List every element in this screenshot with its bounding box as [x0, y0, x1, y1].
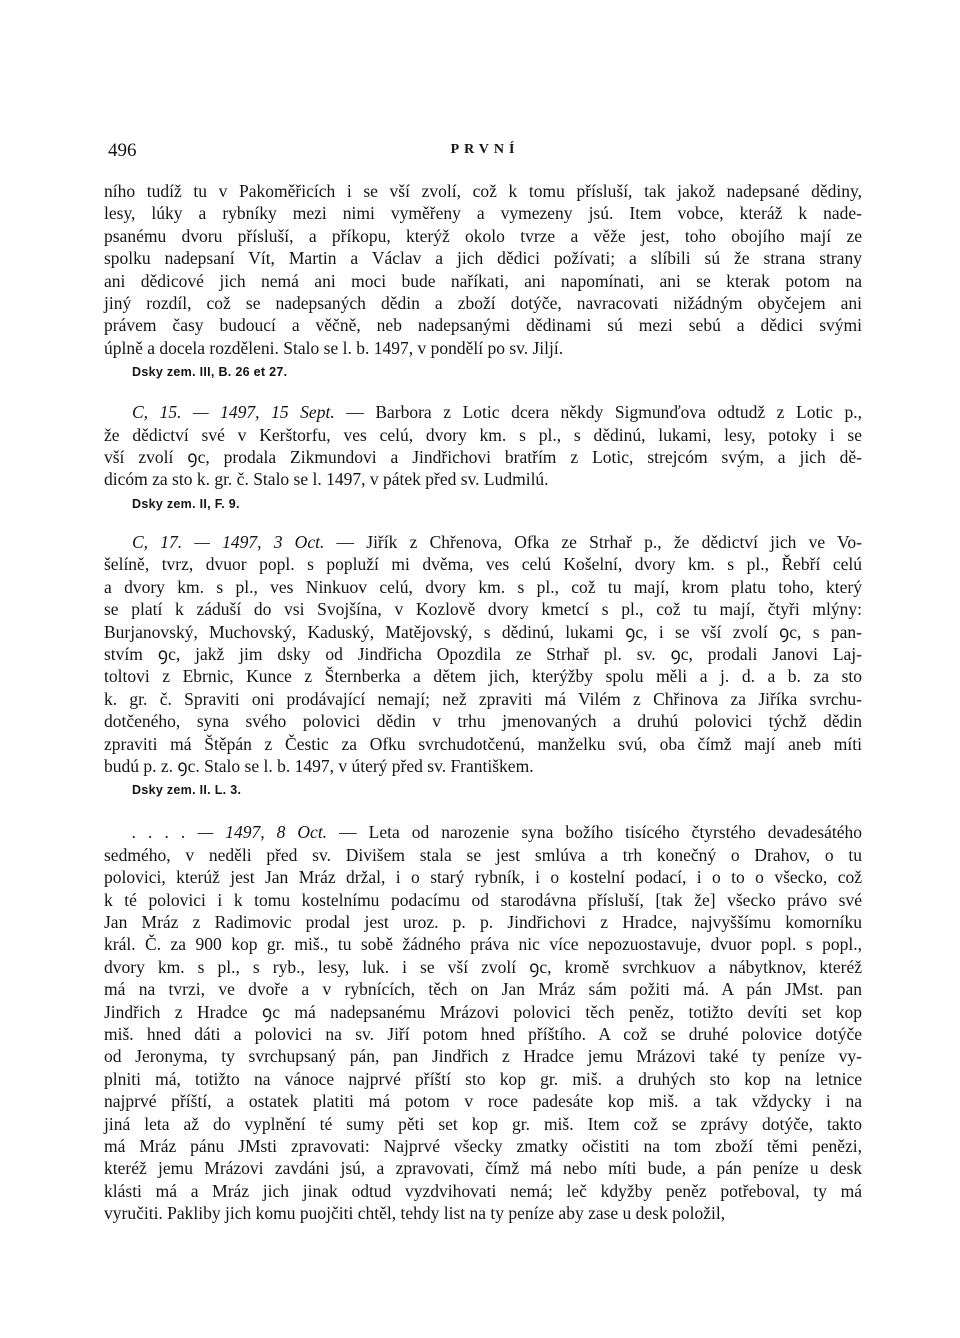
text-line: polovici, kterúž jest Jan Mráz držal, i o starý rybník, i o kostelní podací, i o to o všecko, což — [104, 867, 862, 888]
entry-paragraph — [104, 821, 862, 1224]
text-line: právem časy budoucí a věčně, neb nadepsanými dědinami sú mezi sebú a dědici svými — [104, 315, 862, 336]
text-line: a dvory km. s pl., ves Ninkuov celú, dvory km. s pl., což tu mají, krom platu toho, který — [104, 576, 862, 597]
page-body — [104, 180, 862, 1225]
text-line: psanému dvoru přísluší, a příkopu, kterýž okolo tvrze a věže jest, toho obojího mají ze — [104, 225, 862, 246]
text-line: úplně a docela rozděleni. Stalo se l. b. 1497, v pondělí po sv. Jiljí. — [104, 337, 564, 358]
text-line: že dědictví své v Kerštorfu, ves celú, dvory km. s pl., s dědinú, lukami, lesy, potoky i se — [104, 424, 862, 445]
text-line: šelíně, tvrz, dvuor popl. s popluží mi dvěma, ves celú Košelní, dvory km. s pl., Řebří celú — [104, 554, 862, 575]
text-line: kteréž jemu Mrázovi zavdáni jsú, a zpravovati, čímž má nebo míti bude, a pán peníze u desk — [104, 1158, 862, 1179]
text-line: jiný rozdíl, což se nadepsaných dědin a zboží dotýče, navracovati nižádným obyčejem ani — [104, 293, 862, 314]
text-line: Jindřich z Hradce ꝯc má nadepsanému Mrázovi polovici těch peněz, totižto devíti set kop — [104, 1001, 862, 1022]
text-line: k té polovici i k tomu kostelnímu podacímu od starodávna přísluší, [tak že] všecko právo své — [104, 889, 862, 910]
text-line: dotčeného, syna svého polovici dědin v trhu jmenovaných a druhú polovici týchž dědin — [104, 711, 862, 732]
text-line: král. Č. za 900 kop gr. miš., tu sobě žádného práva nic více nepozuostavuje, dvuor popl. s popl., — [104, 934, 862, 955]
source-citation: Dsky zem. II. L. 3. — [132, 783, 242, 798]
text-line: má na tvrzi, ve dvoře a v rybnících, těch on Jan Mráz sám požiti má. A pán JMst. pan — [104, 979, 862, 1000]
source-citation: Dsky zem. II, F. 9. — [132, 496, 240, 511]
text-line: jiná leta až do vyplnění té sumy pěti set kop gr. miš. Item což se zprávy dotýče, takto — [104, 1113, 862, 1134]
page-number: 496 — [108, 140, 137, 161]
text-line: má Mráz pánu JMsti zpravovati: Najprvé všecky zmatky očistiti na tom zboží těmi penězi, — [104, 1136, 862, 1157]
text-line: . . . . — 1497, 8 Oct. — Leta od narozenie syna božího tisícého čtyrstého devadesátého — [132, 822, 863, 843]
text-line: miš. hned dáti a polovici na sv. Jiří potom hned příštího. A což se druhé polovice dotýče — [104, 1024, 862, 1044]
text-line: plniti má, totižto na vánoce najprvé příští sto kop gr. miš. a druhých sto kop na letnice — [104, 1068, 862, 1089]
text-line: spolku nadepsaní Vít, Martin a Václav a jich dědici požívati; a slíbili sú že strana strany — [104, 248, 862, 269]
text-line: Burjanovský, Muchovský, Kaduský, Matějovský, s dědinú, lukami ꝯc, i se vší zvolí ꝯc, s pan- — [104, 621, 862, 642]
text-line: od Jeronyma, ty svrchupsaný pán, pan Jindřich z Hradce jemu Mrázovi také ty peníze vy- — [104, 1046, 862, 1067]
paragraph-continuation — [104, 180, 862, 359]
text-line: k. gr. č. Spraviti oni prodávající nemají; než zpraviti má Vilém z Chřinova za Jiříka svrchu- — [104, 688, 862, 709]
entry-paragraph — [104, 531, 862, 777]
text-line: vyručiti. Pakliby jich komu puojčiti chtěl, tehdy list na ty peníze aby zase u desk položil, — [104, 1203, 726, 1224]
text-line: najprvé příští, a ostatek platiti má potom v roce padesáte kop miš. a tak vždycky i na — [104, 1091, 862, 1112]
text-line: zpraviti má Štěpán z Čestic za Ofku svrchudotčenú, manželku svú, oba čímž mají aneb míti — [104, 733, 862, 754]
text-line: Jan Mráz z Radimovic prodal jest uroz. p. p. Jindřichovi z Hradce, najvyššímu komorníku — [104, 911, 862, 932]
text-line: se platí k záduší do vsi Svojšína, v Kozlově dvory kmetcí s pl., což tu mají, čtyři mlýny: — [104, 599, 862, 620]
text-line: ního tudíž tu v Pakoměřicích i se vší zvolí, což k tomu přísluší, tak jakož nadepsané dědiny, — [104, 181, 862, 201]
text-line: ani dědicové jich nemá ani moci bude naříkati, ani napomínati, ani se kterak potom na — [104, 270, 862, 291]
text-line: budú p. z. ꝯc. Stalo se l. b. 1497, v úterý před sv. Františkem. — [104, 755, 534, 776]
text-line: stvím ꝯc, jakž jim dsky od Jindřicha Opozdila ze Strhař pl. sv. ꝯc, prodali Janovi Laj- — [104, 643, 862, 664]
text-line: C, 15. — 1497, 15 Sept. — Barbora z Lotic dcera někdy Sigmunďova odtudž z Lotic p., — [132, 402, 862, 423]
text-line: vší zvolí ꝯc, prodala Zikmundovi a Jindřichovi bratřím z Lotic, strejcóm svým, a jich dě- — [104, 447, 862, 468]
page-header — [108, 140, 862, 170]
source-citation: Dsky zem. III, B. 26 et 27. — [132, 365, 288, 380]
text-line: dicóm za sto k. gr. č. Stalo se l. 1497, v pátek před sv. Ludmilú. — [104, 469, 549, 490]
text-line: klásti má a Mráz jich jinak odtud vyzdvihovati nemá; leč kdyžby peněz potřeboval, ty má — [104, 1180, 862, 1201]
running-title: PRVNÍ — [450, 142, 520, 157]
text-line: toltovi z Ebrnic, Kunce z Šternberka a dětem jich, kterýžby spolu měli a j. d. a b. za sto — [104, 666, 862, 687]
text-line: lesy, lúky a rybníky mezi nimi vyměřeny a vymezeny jsú. Item vobce, kteráž k nade- — [104, 203, 862, 224]
entry-paragraph — [104, 401, 862, 491]
text-line: C, 17. — 1497, 3 Oct. — Jiřík z Chřenova, Ofka ze Strhař p., že dědictví jich ve Vo- — [132, 531, 862, 552]
text-line: dvory km. s pl., s ryb., lesy, luk. i se vší zvolí ꝯc, kromě svrchkuov a nábytknov, kteréž — [104, 956, 862, 977]
text-line: sedmého, v neděli před sv. Divišem stala se jest smlúva a trh konečný o Drahov, o tu — [104, 844, 862, 865]
